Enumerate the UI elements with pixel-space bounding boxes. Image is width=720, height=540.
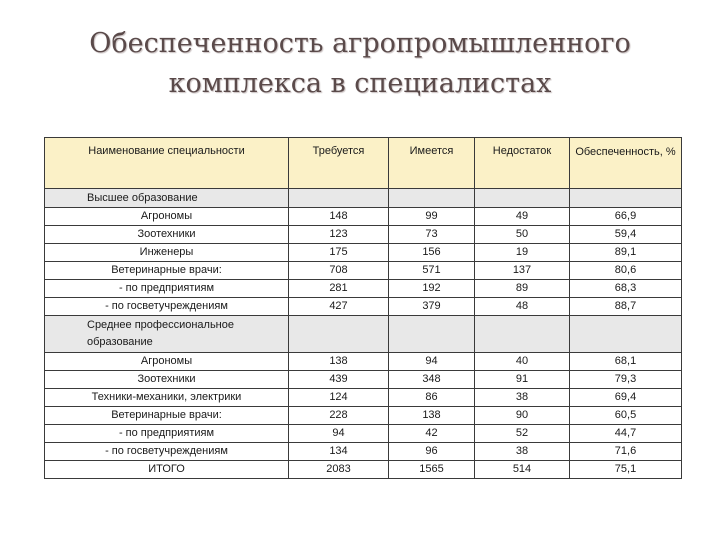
provision-cell: 60,5 xyxy=(570,407,682,425)
header-shortage: Недостаток xyxy=(475,138,570,189)
section-cell xyxy=(475,316,570,353)
shortage-cell: 19 xyxy=(475,244,570,262)
required-cell: 2083 xyxy=(289,461,389,479)
section-cell xyxy=(289,189,389,208)
shortage-cell: 38 xyxy=(475,389,570,407)
shortage-cell: 52 xyxy=(475,425,570,443)
provision-cell: 71,6 xyxy=(570,443,682,461)
table-row xyxy=(45,425,682,443)
specialty-cell: ИТОГО xyxy=(45,461,289,479)
specialty-cell: Инженеры xyxy=(45,244,289,262)
available-cell: 99 xyxy=(389,208,475,226)
shortage-cell: 40 xyxy=(475,353,570,371)
required-cell: 123 xyxy=(289,226,389,244)
table-row xyxy=(45,407,682,425)
available-cell: 379 xyxy=(389,298,475,316)
specialty-cell: - по предприятиям xyxy=(45,280,289,298)
required-cell: 138 xyxy=(289,353,389,371)
specialty-cell: Агрономы xyxy=(45,353,289,371)
section-row-secondary xyxy=(45,316,682,353)
table-row xyxy=(45,389,682,407)
table-row xyxy=(45,353,682,371)
specialists-table xyxy=(44,137,682,479)
shortage-cell: 50 xyxy=(475,226,570,244)
section-label: Высшее образование xyxy=(45,189,289,208)
provision-cell: 68,1 xyxy=(570,353,682,371)
header-required: Требуется xyxy=(289,138,389,189)
provision-cell: 59,4 xyxy=(570,226,682,244)
title-line-2: комплекса в специалистах xyxy=(168,68,552,99)
required-cell: 134 xyxy=(289,443,389,461)
provision-cell: 69,4 xyxy=(570,389,682,407)
shortage-cell: 91 xyxy=(475,371,570,389)
shortage-cell: 48 xyxy=(475,298,570,316)
title-line-1: Обеспеченность агропромышленного xyxy=(89,28,631,59)
page-title xyxy=(0,24,720,104)
available-cell: 42 xyxy=(389,425,475,443)
section-cell xyxy=(570,316,682,353)
table-row xyxy=(45,443,682,461)
available-cell: 192 xyxy=(389,280,475,298)
available-cell: 96 xyxy=(389,443,475,461)
available-cell: 571 xyxy=(389,262,475,280)
specialty-cell: Зоотехники xyxy=(45,371,289,389)
available-cell: 73 xyxy=(389,226,475,244)
required-cell: 94 xyxy=(289,425,389,443)
section-cell xyxy=(289,316,389,353)
specialty-cell: - по предприятиям xyxy=(45,425,289,443)
table-row xyxy=(45,244,682,262)
required-cell: 124 xyxy=(289,389,389,407)
table-row xyxy=(45,226,682,244)
required-cell: 281 xyxy=(289,280,389,298)
required-cell: 175 xyxy=(289,244,389,262)
provision-cell: 75,1 xyxy=(570,461,682,479)
available-cell: 156 xyxy=(389,244,475,262)
shortage-cell: 514 xyxy=(475,461,570,479)
table-row xyxy=(45,298,682,316)
provision-cell: 80,6 xyxy=(570,262,682,280)
section-cell xyxy=(570,189,682,208)
available-cell: 348 xyxy=(389,371,475,389)
shortage-cell: 90 xyxy=(475,407,570,425)
specialty-cell: - по госветучреждениям xyxy=(45,443,289,461)
specialty-cell: Зоотехники xyxy=(45,226,289,244)
available-cell: 86 xyxy=(389,389,475,407)
required-cell: 228 xyxy=(289,407,389,425)
specialty-cell: Техники-механики, электрики xyxy=(45,389,289,407)
available-cell: 94 xyxy=(389,353,475,371)
header-provision: Обеспеченность, % xyxy=(570,138,682,189)
table-header-row xyxy=(45,138,682,189)
available-cell: 1565 xyxy=(389,461,475,479)
section-cell xyxy=(389,316,475,353)
required-cell: 148 xyxy=(289,208,389,226)
specialty-cell: Ветеринарные врачи: xyxy=(45,407,289,425)
provision-cell: 79,3 xyxy=(570,371,682,389)
table-row xyxy=(45,280,682,298)
provision-cell: 89,1 xyxy=(570,244,682,262)
shortage-cell: 49 xyxy=(475,208,570,226)
table-row xyxy=(45,208,682,226)
specialty-cell: Агрономы xyxy=(45,208,289,226)
required-cell: 439 xyxy=(289,371,389,389)
section-cell xyxy=(389,189,475,208)
required-cell: 708 xyxy=(289,262,389,280)
section-label: Среднее профессиональное образование xyxy=(45,316,289,353)
table-row xyxy=(45,262,682,280)
provision-cell: 66,9 xyxy=(570,208,682,226)
total-row xyxy=(45,461,682,479)
provision-cell: 88,7 xyxy=(570,298,682,316)
table-row xyxy=(45,371,682,389)
section-cell xyxy=(475,189,570,208)
shortage-cell: 89 xyxy=(475,280,570,298)
header-specialty: Наименование специальности xyxy=(45,138,289,189)
required-cell: 427 xyxy=(289,298,389,316)
section-row-higher xyxy=(45,189,682,208)
provision-cell: 44,7 xyxy=(570,425,682,443)
shortage-cell: 38 xyxy=(475,443,570,461)
available-cell: 138 xyxy=(389,407,475,425)
specialty-cell: Ветеринарные врачи: xyxy=(45,262,289,280)
specialty-cell: - по госветучреждениям xyxy=(45,298,289,316)
provision-cell: 68,3 xyxy=(570,280,682,298)
shortage-cell: 137 xyxy=(475,262,570,280)
header-available: Имеется xyxy=(389,138,475,189)
